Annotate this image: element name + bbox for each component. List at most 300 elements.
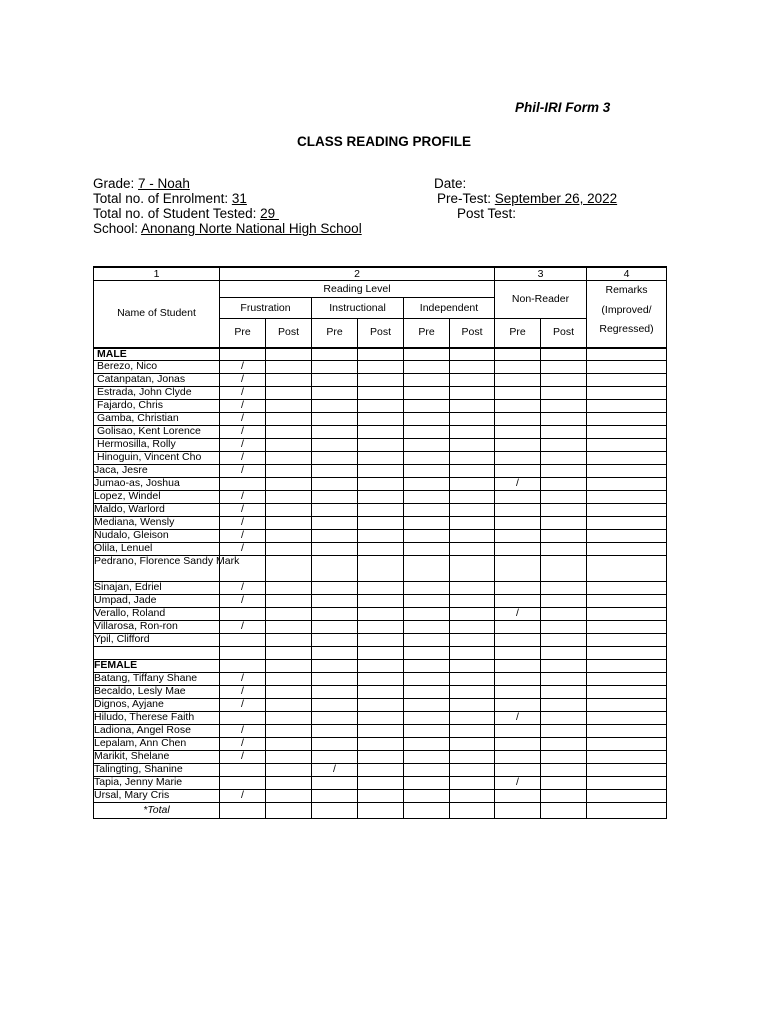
empty-cell (404, 621, 450, 634)
check-mark: / (220, 738, 266, 751)
empty-cell (404, 582, 450, 595)
empty-cell (404, 517, 450, 530)
remarks-cell (587, 790, 667, 803)
empty-cell (266, 751, 312, 764)
remarks-cell (587, 426, 667, 439)
empty-cell (404, 439, 450, 452)
student-row (94, 699, 667, 712)
empty-cell (266, 582, 312, 595)
check-mark: / (220, 751, 266, 764)
student-name: Tapia, Jenny Marie (94, 777, 220, 790)
empty-cell (541, 751, 587, 764)
empty-cell (266, 426, 312, 439)
grade-value: 7 - Noah (138, 176, 190, 191)
empty-cell (358, 543, 404, 556)
empty-cell (450, 647, 495, 660)
student-row (94, 738, 667, 751)
empty-cell (358, 348, 404, 361)
student-row (94, 530, 667, 543)
empty-cell (541, 621, 587, 634)
empty-cell (541, 699, 587, 712)
student-row (94, 582, 667, 595)
check-mark: / (220, 790, 266, 803)
class-reading-profile-table (93, 266, 667, 819)
student-row (94, 621, 667, 634)
enrolment-line (93, 191, 247, 206)
empty-cell (312, 439, 358, 452)
section-row (94, 348, 667, 361)
check-mark: / (220, 426, 266, 439)
empty-cell (541, 387, 587, 400)
student-row (94, 439, 667, 452)
empty-cell (266, 686, 312, 699)
empty-cell (220, 712, 266, 725)
empty-cell (450, 699, 495, 712)
empty-cell (312, 465, 358, 478)
empty-cell (358, 504, 404, 517)
empty-cell (404, 400, 450, 413)
student-row (94, 491, 667, 504)
check-mark: / (495, 777, 541, 790)
remarks-cell (587, 439, 667, 452)
check-mark: / (220, 673, 266, 686)
empty-cell (358, 647, 404, 660)
empty-cell (450, 803, 495, 819)
empty-cell (404, 699, 450, 712)
empty-cell (266, 673, 312, 686)
empty-cell (266, 608, 312, 621)
empty-cell (358, 374, 404, 387)
remarks-cell (587, 517, 667, 530)
empty-cell (495, 621, 541, 634)
remarks-cell (587, 478, 667, 491)
student-row (94, 361, 667, 374)
posttest-label: Post Test: (457, 206, 517, 221)
empty-cell (450, 660, 495, 673)
empty-cell (358, 777, 404, 790)
student-row (94, 634, 667, 647)
remarks-cell (587, 491, 667, 504)
empty-cell (358, 452, 404, 465)
empty-cell (266, 348, 312, 361)
empty-cell (312, 686, 358, 699)
empty-cell (495, 413, 541, 426)
remarks-cell (587, 608, 667, 621)
empty-cell (358, 621, 404, 634)
remarks-header (587, 281, 667, 348)
empty-cell (266, 439, 312, 452)
check-mark: / (220, 517, 266, 530)
empty-cell (312, 556, 358, 582)
empty-cell (450, 595, 495, 608)
empty-cell (266, 777, 312, 790)
empty-cell (495, 556, 541, 582)
check-mark: / (220, 582, 266, 595)
empty-cell (541, 764, 587, 777)
student-name: Nudalo, Gleison (94, 530, 220, 543)
remarks-cell (587, 374, 667, 387)
empty-cell (541, 673, 587, 686)
empty-cell (266, 738, 312, 751)
empty-cell (266, 712, 312, 725)
check-mark: / (220, 621, 266, 634)
empty-cell (450, 608, 495, 621)
empty-cell (312, 348, 358, 361)
empty-cell (358, 764, 404, 777)
empty-cell (495, 647, 541, 660)
student-row (94, 465, 667, 478)
empty-cell (404, 387, 450, 400)
empty-cell (266, 803, 312, 819)
post-header: Post (541, 319, 587, 348)
student-row (94, 751, 667, 764)
remarks-cell (587, 582, 667, 595)
empty-cell (266, 634, 312, 647)
student-name: Jaca, Jesre (94, 465, 220, 478)
pre-header: Pre (495, 319, 541, 348)
empty-cell (312, 699, 358, 712)
student-name: Berezo, Nico (94, 361, 220, 374)
remarks-cell (587, 400, 667, 413)
col-number-1: 1 (94, 267, 220, 281)
student-row (94, 543, 667, 556)
empty-cell (541, 413, 587, 426)
grade-label: Grade: (93, 176, 135, 191)
blank-row (94, 647, 667, 660)
empty-cell (312, 777, 358, 790)
remarks-cell (587, 556, 667, 582)
empty-cell (266, 465, 312, 478)
check-mark: / (220, 374, 266, 387)
total-row (94, 803, 667, 819)
empty-cell (541, 660, 587, 673)
empty-cell (358, 465, 404, 478)
student-name: Becaldo, Lesly Mae (94, 686, 220, 699)
pre-header: Pre (312, 319, 358, 348)
check-mark: / (220, 530, 266, 543)
empty-cell (404, 686, 450, 699)
empty-cell (495, 400, 541, 413)
check-mark: / (312, 764, 358, 777)
empty-cell (450, 738, 495, 751)
empty-cell (312, 712, 358, 725)
empty-cell (450, 764, 495, 777)
empty-cell (266, 452, 312, 465)
empty-cell (266, 478, 312, 491)
empty-cell (312, 803, 358, 819)
empty-cell (450, 725, 495, 738)
check-mark: / (220, 504, 266, 517)
post-header: Post (358, 319, 404, 348)
empty-cell (450, 465, 495, 478)
empty-cell (541, 556, 587, 582)
remarks-cell (587, 764, 667, 777)
form-number: Phil-IRI Form 3 (515, 100, 611, 115)
empty-cell (266, 660, 312, 673)
remarks-cell (587, 387, 667, 400)
empty-cell (312, 790, 358, 803)
remarks-line-2: (Improved/ (601, 303, 652, 316)
remarks-cell (587, 673, 667, 686)
check-mark: / (220, 400, 266, 413)
empty-cell (312, 361, 358, 374)
student-name: Batang, Tiffany Shane (94, 673, 220, 686)
remarks-cell (587, 699, 667, 712)
empty-cell (358, 673, 404, 686)
empty-cell (358, 582, 404, 595)
empty-cell (541, 686, 587, 699)
empty-cell (220, 348, 266, 361)
empty-cell (495, 361, 541, 374)
empty-cell (495, 803, 541, 819)
empty-cell (404, 543, 450, 556)
empty-cell (266, 790, 312, 803)
independent-header: Independent (404, 298, 495, 319)
empty-cell (220, 647, 266, 660)
empty-cell (266, 491, 312, 504)
empty-cell (541, 712, 587, 725)
empty-cell (358, 439, 404, 452)
empty-cell (541, 634, 587, 647)
student-name: Sinajan, Edriel (94, 582, 220, 595)
empty-cell (312, 634, 358, 647)
student-name: Gamba, Christian (94, 413, 220, 426)
empty-cell (266, 764, 312, 777)
empty-cell (450, 374, 495, 387)
remarks-cell (587, 738, 667, 751)
student-name: Mediana, Wensly (94, 517, 220, 530)
empty-cell (404, 660, 450, 673)
student-rows (94, 348, 667, 819)
check-mark: / (220, 699, 266, 712)
student-name: Verallo, Roland (94, 608, 220, 621)
empty-cell (404, 530, 450, 543)
empty-cell (358, 413, 404, 426)
empty-cell (404, 725, 450, 738)
tested-label: Total no. of Student Tested: (93, 206, 257, 221)
empty-cell (312, 504, 358, 517)
student-name: Umpad, Jade (94, 595, 220, 608)
empty-cell (450, 491, 495, 504)
student-name: Lepalam, Ann Chen (94, 738, 220, 751)
check-mark: / (220, 452, 266, 465)
empty-cell (312, 608, 358, 621)
empty-cell (450, 777, 495, 790)
empty-cell (312, 647, 358, 660)
empty-cell (541, 595, 587, 608)
remarks-cell (587, 530, 667, 543)
empty-cell (450, 712, 495, 725)
empty-cell (450, 426, 495, 439)
empty-cell (495, 790, 541, 803)
remarks-cell (587, 361, 667, 374)
empty-cell (541, 582, 587, 595)
empty-cell (404, 751, 450, 764)
pretest-value: September 26, 2022 (494, 191, 618, 206)
empty-cell (312, 738, 358, 751)
check-mark: / (220, 361, 266, 374)
empty-cell (541, 517, 587, 530)
remarks-line-3: Regressed) (599, 323, 654, 335)
empty-cell (404, 426, 450, 439)
school-label: School: (93, 221, 139, 236)
empty-cell (450, 400, 495, 413)
empty-cell (404, 764, 450, 777)
empty-cell (541, 803, 587, 819)
blank-cell (94, 647, 220, 660)
empty-cell (495, 465, 541, 478)
empty-cell (450, 751, 495, 764)
empty-cell (541, 491, 587, 504)
empty-cell (495, 582, 541, 595)
remarks-cell (587, 465, 667, 478)
empty-cell (312, 660, 358, 673)
check-mark: / (220, 465, 266, 478)
remarks-cell (587, 751, 667, 764)
student-name: Jumao-as, Joshua (94, 478, 220, 491)
col-number-2: 2 (220, 267, 495, 281)
student-name: Villarosa, Ron-ron (94, 621, 220, 634)
remarks-cell (587, 543, 667, 556)
student-name: Olila, Lenuel (94, 543, 220, 556)
student-row (94, 712, 667, 725)
empty-cell (404, 777, 450, 790)
student-name: Maldo, Warlord (94, 504, 220, 517)
empty-cell (495, 686, 541, 699)
empty-cell (541, 348, 587, 361)
empty-cell (312, 478, 358, 491)
empty-cell (541, 647, 587, 660)
empty-cell (312, 621, 358, 634)
empty-cell (541, 530, 587, 543)
student-name: Hinoguin, Vincent Cho (94, 452, 220, 465)
empty-cell (312, 452, 358, 465)
remarks-cell (587, 595, 667, 608)
empty-cell (358, 595, 404, 608)
post-header: Post (450, 319, 495, 348)
section-label: MALE (94, 348, 220, 361)
section-label: FEMALE (94, 660, 220, 673)
empty-cell (404, 556, 450, 582)
empty-cell (404, 491, 450, 504)
empty-cell (495, 504, 541, 517)
student-row (94, 608, 667, 621)
remarks-cell (587, 803, 667, 819)
student-row (94, 777, 667, 790)
empty-cell (495, 764, 541, 777)
check-mark: / (220, 387, 266, 400)
empty-cell (404, 634, 450, 647)
empty-cell (404, 673, 450, 686)
check-mark: / (495, 608, 541, 621)
empty-cell (312, 517, 358, 530)
empty-cell (358, 400, 404, 413)
empty-cell (541, 725, 587, 738)
reading-level-header: Reading Level (220, 281, 495, 298)
student-row (94, 452, 667, 465)
tested-line (93, 206, 279, 221)
empty-cell (312, 673, 358, 686)
empty-cell (450, 634, 495, 647)
empty-cell (541, 543, 587, 556)
empty-cell (266, 413, 312, 426)
pre-header: Pre (404, 319, 450, 348)
check-mark: / (220, 491, 266, 504)
student-name: Catanpatan, Jonas (94, 374, 220, 387)
empty-cell (495, 387, 541, 400)
student-row (94, 387, 667, 400)
empty-cell (312, 543, 358, 556)
empty-cell (358, 426, 404, 439)
empty-cell (495, 452, 541, 465)
non-reader-header: Non-Reader (495, 281, 587, 319)
check-mark: / (220, 439, 266, 452)
empty-cell (358, 556, 404, 582)
empty-cell (404, 504, 450, 517)
empty-cell (541, 608, 587, 621)
student-row (94, 400, 667, 413)
empty-cell (404, 348, 450, 361)
empty-cell (541, 400, 587, 413)
empty-cell (266, 543, 312, 556)
student-row (94, 504, 667, 517)
grade-line (93, 176, 190, 191)
student-name: Ypil, Clifford (94, 634, 220, 647)
student-row (94, 686, 667, 699)
empty-cell (266, 361, 312, 374)
empty-cell (220, 608, 266, 621)
empty-cell (358, 712, 404, 725)
empty-cell (266, 595, 312, 608)
empty-cell (220, 478, 266, 491)
empty-cell (312, 400, 358, 413)
empty-cell (404, 478, 450, 491)
check-mark: / (220, 595, 266, 608)
empty-cell (358, 725, 404, 738)
empty-cell (266, 699, 312, 712)
empty-cell (450, 543, 495, 556)
empty-cell (220, 660, 266, 673)
frustration-header: Frustration (220, 298, 312, 319)
student-name: Ladiona, Angel Rose (94, 725, 220, 738)
empty-cell (541, 790, 587, 803)
remarks-cell (587, 660, 667, 673)
empty-cell (495, 660, 541, 673)
empty-cell (404, 790, 450, 803)
student-row (94, 426, 667, 439)
empty-cell (450, 361, 495, 374)
empty-cell (312, 595, 358, 608)
enrolment-value: 31 (231, 191, 247, 206)
empty-cell (358, 790, 404, 803)
empty-cell (495, 634, 541, 647)
empty-cell (266, 517, 312, 530)
student-name: Hiludo, Therese Faith (94, 712, 220, 725)
student-row (94, 374, 667, 387)
remarks-cell (587, 725, 667, 738)
student-name: Marikit, Shelane (94, 751, 220, 764)
empty-cell (312, 413, 358, 426)
empty-cell (404, 738, 450, 751)
empty-cell (495, 595, 541, 608)
empty-cell (220, 764, 266, 777)
empty-cell (404, 608, 450, 621)
empty-cell (495, 738, 541, 751)
empty-cell (450, 413, 495, 426)
enrolment-label: Total no. of Enrolment: (93, 191, 229, 206)
total-label: *Total (94, 803, 220, 819)
empty-cell (404, 374, 450, 387)
